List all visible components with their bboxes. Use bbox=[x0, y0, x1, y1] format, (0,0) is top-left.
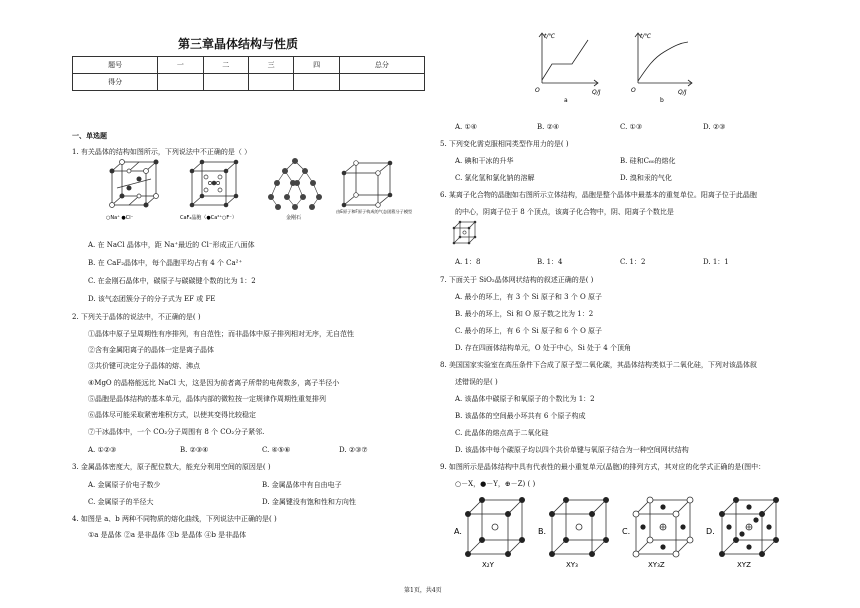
question-4: 4. 如图是 a、b 两种不同物质的熔化曲线，下列说法中正确的是( ) bbox=[72, 515, 277, 523]
score-cell bbox=[248, 74, 293, 91]
q2-item-5: ⑤晶胞是晶体结构的基本单元，晶体内部的微粒按一定规律作周期性重复排列 bbox=[88, 395, 326, 403]
question-8-line-1: 8. 美国国家实验室在高压条件下合成了原子型二氧化碳，其晶体结构类似于二氧化硅，下列对该晶体叙 bbox=[440, 361, 757, 369]
q7-option-c[interactable]: C. 最小的环上，有 6 个 Si 原子和 6 个 O 原子 bbox=[455, 327, 603, 335]
graph-b-label: b bbox=[660, 97, 664, 104]
q2-item-3: ③共价键可决定分子晶体的熔、沸点 bbox=[88, 362, 200, 370]
question-3: 3. 金属晶体密度大，原子配位数大，能充分利用空间的原因是( ) bbox=[72, 463, 271, 471]
question-6-line-2: 的中心，阴离子位于 8 个顶点，该离子化合物中，阴、阳离子个数比是 bbox=[455, 208, 674, 216]
score-header-cell: 三 bbox=[248, 57, 293, 74]
q9-letter-c[interactable]: C. bbox=[622, 527, 631, 536]
q6-option-b[interactable]: B. 1：4 bbox=[537, 258, 563, 266]
question-2: 2. 下列关于晶体的说法中，不正确的是( ) bbox=[72, 313, 201, 321]
q1-caption-2: CaF₂晶胞（●Ca²⁺○F⁻） bbox=[180, 215, 237, 221]
q3-option-a[interactable]: A. 金属原子价电子数少 bbox=[88, 481, 161, 489]
score-header-cell: 二 bbox=[203, 57, 248, 74]
q9-letter-b[interactable]: B. bbox=[538, 527, 547, 536]
q2-item-4: ④MgO 的晶格能远比 NaCl 大，这是因为前者离子所带的电荷数多，离子半径小 bbox=[88, 379, 340, 387]
graph-a-x-label: Q/J bbox=[592, 89, 601, 96]
question-9-line-1: 9. 如图所示是晶体结构中具有代表性的最小重复单元(晶胞)的排列方式，其对应的化学式正确的是(图中： bbox=[440, 463, 766, 471]
question-5: 5. 下列变化需克服相同类型作用力的是( ) bbox=[440, 140, 569, 148]
q9-z-atom bbox=[660, 524, 666, 530]
score-cell bbox=[158, 74, 203, 91]
q1-option-d[interactable]: D. 该气态团簇分子的分子式为 EF 或 FE bbox=[88, 295, 216, 303]
q4-statements: ①a 是晶体 ②a 是非晶体 ③b 是晶体 ④b 是非晶体 bbox=[88, 531, 247, 539]
q2-item-7: ⑦干冰晶体中，一个 CO₂分子周围有 8 个 CO₂分子紧邻. bbox=[88, 428, 265, 436]
q4-option-c[interactable]: C. ①③ bbox=[620, 123, 643, 131]
q8-option-d[interactable]: D. 该晶体中每个碳原子均以四个共价单键与氧原子结合为一种空间网状结构 bbox=[455, 446, 689, 454]
q6-option-a[interactable]: A. 1：8 bbox=[455, 258, 481, 266]
q6-option-c[interactable]: C. 1：2 bbox=[620, 258, 646, 266]
graph-b bbox=[635, 33, 692, 86]
q9-letter-a[interactable]: A. bbox=[454, 527, 462, 536]
graph-a-origin: O bbox=[535, 87, 540, 94]
q5-option-d[interactable]: D. 溴和汞的气化 bbox=[620, 174, 672, 182]
graph-b-x-label: Q/J bbox=[678, 89, 687, 96]
q1-caption-3: 金刚石 bbox=[286, 215, 302, 221]
score-table bbox=[72, 56, 425, 91]
score-value-row bbox=[73, 74, 425, 91]
q5-option-a[interactable]: A. 碘和干冰的升华 bbox=[455, 157, 514, 165]
q5-option-b[interactable]: B. 硅和C₆₀的熔化 bbox=[620, 157, 676, 165]
question-1: 1. 有关晶体的结构如图所示，下列说法中不正确的是（ ） bbox=[72, 148, 252, 156]
score-header-cell: 一 bbox=[158, 57, 203, 74]
q2-option-a[interactable]: A. ①②③ bbox=[88, 446, 117, 454]
q6-cell-figure bbox=[452, 220, 478, 246]
score-cell bbox=[203, 74, 248, 91]
graph-a-y-label: t/℃ bbox=[544, 33, 556, 40]
q3-option-c[interactable]: C. 金属原子的半径大 bbox=[88, 498, 154, 506]
score-header-cell: 总分 bbox=[339, 57, 424, 74]
q1-structure-figures bbox=[100, 157, 416, 223]
q9-label-b: XY₃ bbox=[566, 561, 578, 569]
q4-option-a[interactable]: A. ①④ bbox=[455, 123, 478, 131]
q2-item-2: ②含有金属阳离子的晶体一定是离子晶体 bbox=[88, 346, 214, 354]
q2-option-d[interactable]: D. ②③⑦ bbox=[339, 446, 368, 454]
graph-b-origin: O bbox=[631, 87, 636, 94]
q2-option-b[interactable]: B. ②③④ bbox=[180, 446, 209, 454]
q1-caption-4: 由E原子和F原子构成的气态团簇分子模型 bbox=[336, 209, 413, 214]
q1-option-b[interactable]: B. 在 CaF₂晶体中，每个晶胞平均占有 4 个 Ca²⁺ bbox=[88, 259, 243, 267]
score-header-row bbox=[73, 57, 425, 74]
section-heading: 一、单选题 bbox=[72, 131, 107, 140]
q9-z-atom-d bbox=[746, 524, 752, 530]
graph-b-y-label: t/℃ bbox=[640, 33, 652, 40]
q5-option-c[interactable]: C. 氯化氢和氯化钠的溶解 bbox=[455, 174, 535, 182]
question-7: 7. 下面关于 SiO₂晶体网状结构的叙述正确的是( ) bbox=[440, 276, 594, 284]
score-cell bbox=[339, 74, 424, 91]
q8-option-a[interactable]: A. 该晶体中碳原子和氧原子的个数比为 1：2 bbox=[455, 395, 595, 403]
page-footer: 第1页，共4页 bbox=[404, 587, 442, 594]
q2-item-1: ①晶体中原子呈周期性有序排列，有自范性；而非晶体中原子排列相对无序，无自范性 bbox=[88, 330, 354, 338]
q4-option-b[interactable]: B. ②④ bbox=[537, 123, 560, 131]
q9-label-c: XY₃Z bbox=[648, 561, 665, 569]
question-9-line-2: ○－X，●－Y，⊕－Z) ( ) bbox=[455, 480, 536, 488]
question-6-line-1: 6. 某离子化合物的晶胞如右图所示立体结构，晶胞是整个晶体中最基本的重复单位。阳离子位于此晶胞 bbox=[440, 191, 757, 199]
q4-option-d[interactable]: D. ②③ bbox=[703, 123, 726, 131]
q9-label-a: X₂Y bbox=[482, 561, 494, 569]
q2-option-c[interactable]: C. ④⑤⑥ bbox=[262, 446, 291, 454]
page-title: 第三章晶体结构与性质 bbox=[178, 37, 299, 51]
melting-curves-figure bbox=[530, 28, 700, 106]
graph-a bbox=[539, 33, 598, 86]
q1-option-a[interactable]: A. 在 NaCl 晶体中，距 Na⁺最近的 Cl⁻形成正八面体 bbox=[88, 241, 255, 249]
q7-option-d[interactable]: D. 存在四面体结构单元，O 处于中心，Si 处于 4 个顶角 bbox=[455, 344, 631, 352]
q1-option-c[interactable]: C. 在金刚石晶体中，碳原子与碳碳键个数的比为 1：2 bbox=[88, 277, 256, 285]
score-header-cell: 题号 bbox=[73, 57, 158, 74]
q8-option-b[interactable]: B. 该晶体的空间最小环共有 6 个原子构成 bbox=[455, 412, 586, 420]
q2-item-6: ⑥晶体尽可能采取紧密堆积方式，以使其变得比较稳定 bbox=[88, 411, 256, 419]
q7-option-b[interactable]: B. 最小的环上，Si 和 O 原子数之比为 1：2 bbox=[455, 310, 594, 318]
score-row-label: 得分 bbox=[73, 74, 158, 91]
q6-option-d[interactable]: D. 1：1 bbox=[703, 258, 729, 266]
q9-letter-d[interactable]: D. bbox=[706, 527, 715, 536]
nacl-cell-figure bbox=[112, 162, 156, 205]
q7-option-a[interactable]: A. 最小的环上，有 3 个 Si 原子和 3 个 O 原子 bbox=[455, 293, 602, 301]
q1-caption-1: ○Na⁺ ●Cl⁻ bbox=[106, 215, 134, 221]
q8-option-c[interactable]: C. 此晶体的熔点高于二氧化硅 bbox=[455, 429, 549, 437]
q3-option-d[interactable]: D. 金属键没有饱和性和方向性 bbox=[262, 498, 356, 506]
cluster-cube-figure bbox=[344, 163, 390, 205]
score-cell bbox=[294, 74, 339, 91]
graph-a-label: a bbox=[564, 97, 568, 104]
q3-option-b[interactable]: B. 金属晶体中有自由电子 bbox=[262, 481, 342, 489]
q9-cell-figures bbox=[452, 494, 792, 572]
question-8-line-2: 述错误的是( ) bbox=[455, 378, 498, 386]
q9-label-d: XYZ bbox=[737, 561, 751, 569]
score-header-cell: 四 bbox=[294, 57, 339, 74]
